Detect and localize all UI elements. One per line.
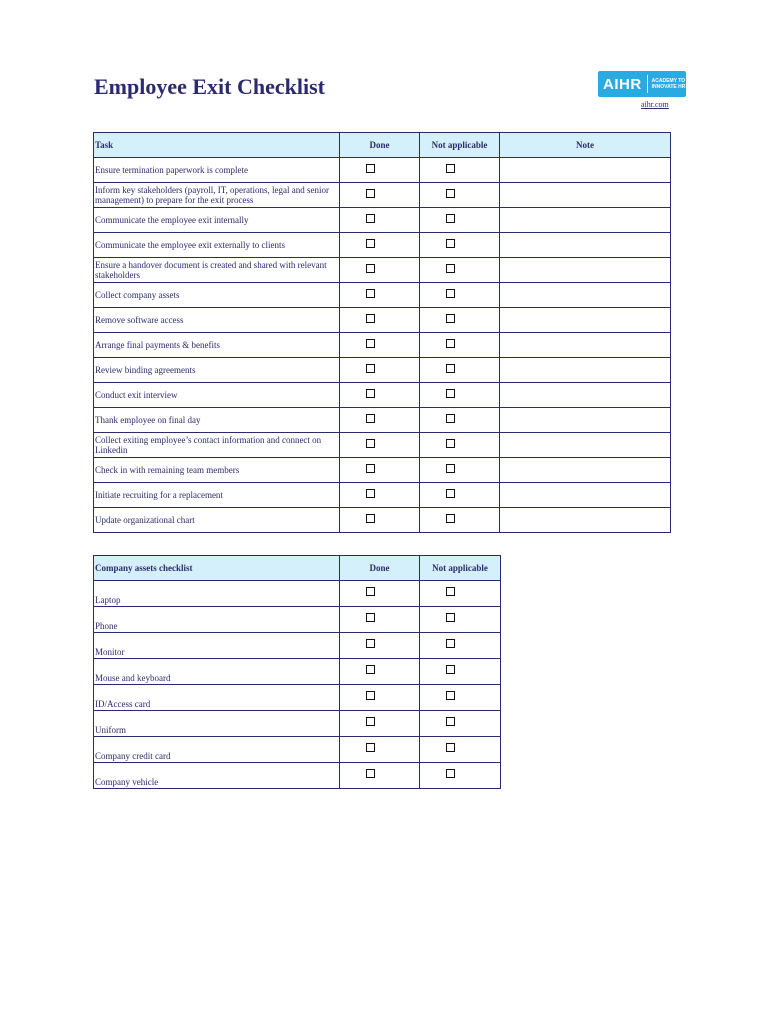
done-checkbox[interactable]: [366, 414, 375, 423]
table-row: [94, 711, 501, 737]
task-label: Update organizational chart: [94, 508, 340, 533]
done-cell: [340, 158, 420, 183]
note-cell[interactable]: [500, 458, 671, 483]
note-column-header: Note: [500, 133, 671, 158]
note-cell[interactable]: [500, 508, 671, 533]
done-checkbox[interactable]: [366, 364, 375, 373]
table-row: [94, 763, 501, 789]
done-checkbox[interactable]: [366, 164, 375, 173]
task-label: Ensure termination paperwork is complete: [94, 158, 340, 183]
task-column-header: Task: [94, 133, 340, 158]
asset-label: Company credit card: [94, 737, 340, 763]
asset-done-checkbox[interactable]: [366, 613, 375, 622]
table-row: [94, 685, 501, 711]
table-row: [94, 308, 671, 333]
not-applicable-cell: [420, 433, 500, 458]
done-cell: [340, 308, 420, 333]
table-row: [94, 333, 671, 358]
done-cell: [340, 383, 420, 408]
assets-header-row: [94, 556, 501, 581]
task-label: Communicate the employee exit externally to clients: [94, 233, 340, 258]
table-row: [94, 659, 501, 685]
not-applicable-cell: [420, 208, 500, 233]
asset-not-applicable-cell: [420, 711, 501, 737]
done-checkbox[interactable]: [366, 289, 375, 298]
note-cell[interactable]: [500, 408, 671, 433]
done-checkbox[interactable]: [366, 239, 375, 248]
task-label: Review binding agreements: [94, 358, 340, 383]
not-applicable-cell: [420, 408, 500, 433]
done-checkbox[interactable]: [366, 389, 375, 398]
not-applicable-checkbox[interactable]: [446, 514, 455, 523]
not-applicable-checkbox[interactable]: [446, 314, 455, 323]
asset-not-applicable-checkbox[interactable]: [446, 743, 455, 752]
done-checkbox[interactable]: [366, 339, 375, 348]
table-row: [94, 508, 671, 533]
asset-label: Uniform: [94, 711, 340, 737]
note-cell[interactable]: [500, 258, 671, 283]
note-cell[interactable]: [500, 383, 671, 408]
done-cell: [340, 483, 420, 508]
not-applicable-cell: [420, 283, 500, 308]
asset-not-applicable-checkbox[interactable]: [446, 691, 455, 700]
not-applicable-checkbox[interactable]: [446, 389, 455, 398]
asset-done-checkbox[interactable]: [366, 717, 375, 726]
note-cell[interactable]: [500, 283, 671, 308]
not-applicable-cell: [420, 333, 500, 358]
task-label: Ensure a handover document is created and shared with relevant stakeholders: [94, 258, 340, 283]
not-applicable-checkbox[interactable]: [446, 214, 455, 223]
task-label: Arrange final payments & benefits: [94, 333, 340, 358]
task-label: Thank employee on final day: [94, 408, 340, 433]
done-cell: [340, 208, 420, 233]
note-cell[interactable]: [500, 433, 671, 458]
done-cell: [340, 408, 420, 433]
company-assets-table: [93, 555, 501, 789]
table-row: [94, 433, 671, 458]
task-label: Inform key stakeholders (payroll, IT, operations, legal and senior management) to prepare for the exit process: [94, 183, 340, 208]
asset-not-applicable-cell: [420, 607, 501, 633]
asset-column-header: Company assets checklist: [94, 556, 340, 581]
done-cell: [340, 233, 420, 258]
not-applicable-cell: [420, 258, 500, 283]
done-cell: [340, 258, 420, 283]
done-checkbox[interactable]: [366, 489, 375, 498]
table-row: [94, 158, 671, 183]
asset-done-column-header: Done: [340, 556, 420, 581]
table-row: [94, 581, 501, 607]
task-label: Collect exiting employee’s contact information and connect on Linkedin: [94, 433, 340, 458]
asset-done-checkbox[interactable]: [366, 691, 375, 700]
not-applicable-checkbox[interactable]: [446, 239, 455, 248]
asset-not-applicable-cell: [420, 659, 501, 685]
table-row: [94, 458, 671, 483]
not-applicable-column-header: Not applicable: [420, 133, 500, 158]
asset-not-applicable-checkbox[interactable]: [446, 717, 455, 726]
not-applicable-checkbox[interactable]: [446, 289, 455, 298]
asset-done-cell: [340, 685, 420, 711]
asset-done-cell: [340, 581, 420, 607]
done-cell: [340, 333, 420, 358]
not-applicable-cell: [420, 308, 500, 333]
asset-not-applicable-cell: [420, 581, 501, 607]
task-label: Remove software access: [94, 308, 340, 333]
not-applicable-checkbox[interactable]: [446, 464, 455, 473]
not-applicable-checkbox[interactable]: [446, 164, 455, 173]
done-checkbox[interactable]: [366, 264, 375, 273]
task-label: Initiate recruiting for a replacement: [94, 483, 340, 508]
table-row: [94, 258, 671, 283]
asset-not-applicable-column-header: Not applicable: [420, 556, 501, 581]
table-row: [94, 737, 501, 763]
table-row: [94, 208, 671, 233]
not-applicable-cell: [420, 233, 500, 258]
not-applicable-checkbox[interactable]: [446, 364, 455, 373]
not-applicable-checkbox[interactable]: [446, 264, 455, 273]
not-applicable-cell: [420, 183, 500, 208]
not-applicable-checkbox[interactable]: [446, 439, 455, 448]
table-row: [94, 408, 671, 433]
aihr-logo: [598, 71, 686, 97]
asset-not-applicable-cell: [420, 763, 501, 789]
logo-divider: [647, 75, 648, 93]
asset-done-checkbox[interactable]: [366, 665, 375, 674]
asset-label: Monitor: [94, 633, 340, 659]
done-cell: [340, 358, 420, 383]
asset-not-applicable-checkbox[interactable]: [446, 613, 455, 622]
task-label: Conduct exit interview: [94, 383, 340, 408]
note-cell[interactable]: [500, 208, 671, 233]
assets-body: [94, 581, 501, 789]
table-row: [94, 233, 671, 258]
note-cell[interactable]: [500, 308, 671, 333]
asset-done-checkbox[interactable]: [366, 639, 375, 648]
done-checkbox[interactable]: [366, 314, 375, 323]
done-cell: [340, 433, 420, 458]
not-applicable-cell: [420, 508, 500, 533]
website-link[interactable]: aihr.com: [641, 100, 669, 109]
task-label: Check in with remaining team members: [94, 458, 340, 483]
not-applicable-checkbox[interactable]: [446, 189, 455, 198]
asset-not-applicable-cell: [420, 633, 501, 659]
done-cell: [340, 283, 420, 308]
done-cell: [340, 183, 420, 208]
asset-label: Company vehicle: [94, 763, 340, 789]
note-cell[interactable]: [500, 158, 671, 183]
asset-label: ID/Access card: [94, 685, 340, 711]
done-checkbox[interactable]: [366, 464, 375, 473]
asset-not-applicable-checkbox[interactable]: [446, 587, 455, 596]
note-cell[interactable]: [500, 183, 671, 208]
asset-done-checkbox[interactable]: [366, 769, 375, 778]
logo-tagline-line1: ACADEMY TO: [651, 78, 686, 84]
not-applicable-cell: [420, 358, 500, 383]
note-cell[interactable]: [500, 358, 671, 383]
asset-done-checkbox[interactable]: [366, 587, 375, 596]
asset-not-applicable-checkbox[interactable]: [446, 639, 455, 648]
not-applicable-checkbox[interactable]: [446, 414, 455, 423]
asset-label: Phone: [94, 607, 340, 633]
done-checkbox[interactable]: [366, 189, 375, 198]
asset-done-cell: [340, 607, 420, 633]
tasks-header-row: [94, 133, 671, 158]
asset-done-cell: [340, 711, 420, 737]
logo-wordmark: AIHR: [603, 75, 642, 93]
table-row: [94, 607, 501, 633]
table-row: [94, 358, 671, 383]
asset-done-checkbox[interactable]: [366, 743, 375, 752]
note-cell[interactable]: [500, 233, 671, 258]
asset-not-applicable-cell: [420, 685, 501, 711]
asset-label: Mouse and keyboard: [94, 659, 340, 685]
done-checkbox[interactable]: [366, 214, 375, 223]
asset-done-cell: [340, 737, 420, 763]
note-cell[interactable]: [500, 333, 671, 358]
not-applicable-checkbox[interactable]: [446, 489, 455, 498]
asset-done-cell: [340, 633, 420, 659]
done-cell: [340, 458, 420, 483]
not-applicable-cell: [420, 483, 500, 508]
table-row: [94, 633, 501, 659]
task-label: Collect company assets: [94, 283, 340, 308]
done-column-header: Done: [340, 133, 420, 158]
asset-not-applicable-checkbox[interactable]: [446, 769, 455, 778]
exit-tasks-table: [93, 132, 671, 533]
not-applicable-cell: [420, 383, 500, 408]
table-row: [94, 383, 671, 408]
table-row: [94, 483, 671, 508]
done-checkbox[interactable]: [366, 439, 375, 448]
asset-not-applicable-cell: [420, 737, 501, 763]
done-cell: [340, 508, 420, 533]
asset-done-cell: [340, 763, 420, 789]
asset-done-cell: [340, 659, 420, 685]
note-cell[interactable]: [500, 483, 671, 508]
table-row: [94, 183, 671, 208]
logo-tagline: [652, 78, 686, 90]
not-applicable-checkbox[interactable]: [446, 339, 455, 348]
page-title: Employee Exit Checklist: [94, 74, 325, 99]
not-applicable-cell: [420, 158, 500, 183]
table-row: [94, 283, 671, 308]
task-label: Communicate the employee exit internally: [94, 208, 340, 233]
tasks-body: [94, 158, 671, 533]
asset-label: Laptop: [94, 581, 340, 607]
not-applicable-cell: [420, 458, 500, 483]
done-checkbox[interactable]: [366, 514, 375, 523]
logo-tagline-line2: INNOVATE HR: [651, 84, 686, 90]
asset-not-applicable-checkbox[interactable]: [446, 665, 455, 674]
